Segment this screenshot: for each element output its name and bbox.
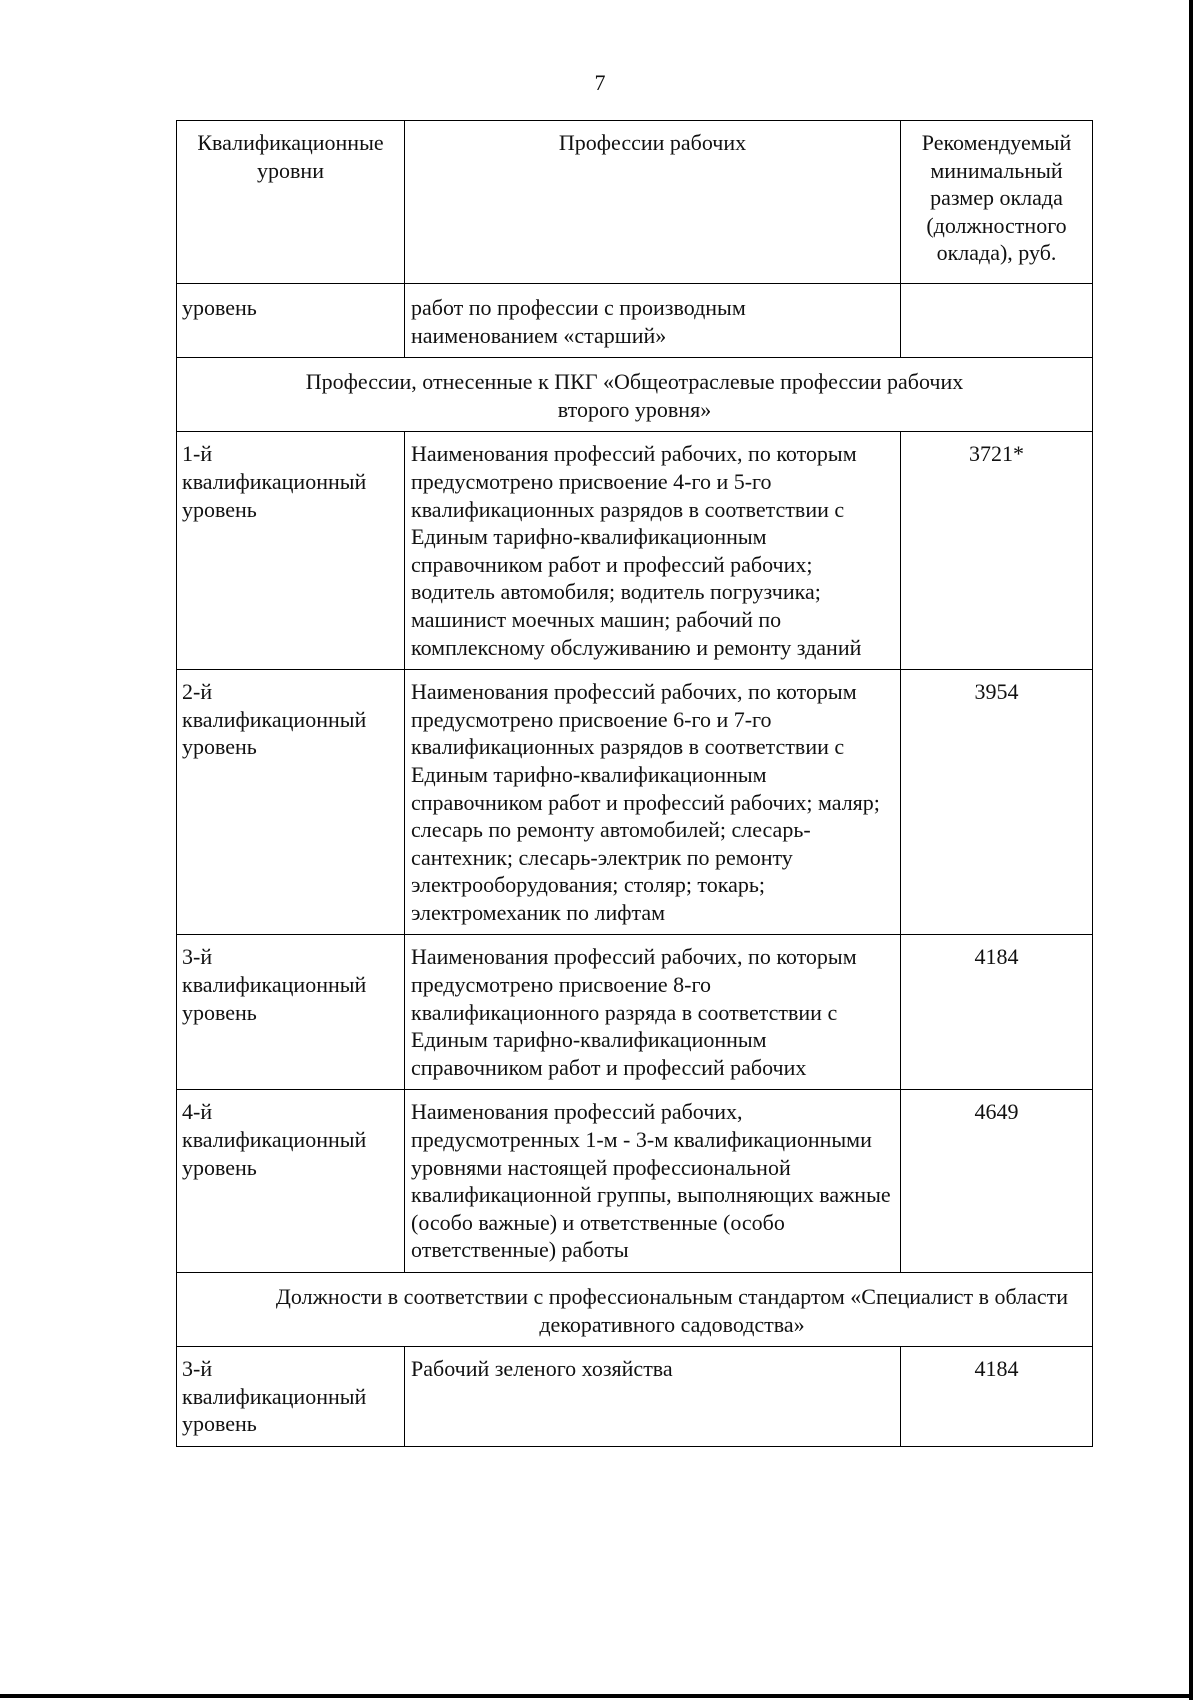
section-row xyxy=(177,358,1093,432)
table-row xyxy=(177,935,1093,1090)
row-level: 3-й квалификационный уровень xyxy=(182,944,367,1025)
row-professions: Рабочий зеленого хозяйства xyxy=(411,1356,673,1382)
row-level: 1-й квалификационный уровень xyxy=(182,441,367,522)
section-row xyxy=(177,1273,1093,1347)
table-row xyxy=(177,670,1093,935)
row-salary: 3721* xyxy=(969,441,1024,467)
row-level: 2-й квалификационный уровень xyxy=(182,679,367,760)
header-professions-cell xyxy=(405,121,901,284)
page-frame-right-edge xyxy=(1189,0,1193,1700)
continuation-row xyxy=(177,284,1093,358)
page-frame-bottom-edge xyxy=(0,1694,1193,1698)
table-row xyxy=(177,1090,1093,1273)
header-professions: Профессии рабочих xyxy=(558,130,747,155)
row-professions: Наименования профессий рабочих, по которым предусмотрено присвоение 4-го и 5-го квалификационных разрядов в соответствии с Единым тарифно-квалификационным справочником работ и профессий рабочих; водитель автомобиля; водитель погрузчика; машинист моечных машин; рабочий по комплексному обслуживанию и ремонту зданий xyxy=(411,441,862,660)
row-level: уровень xyxy=(182,295,257,320)
row-salary: 4184 xyxy=(974,944,1019,970)
row-salary: 4184 xyxy=(974,1356,1019,1382)
row-professions: Наименования профессий рабочих, по которым предусмотрено присвоение 6-го и 7-го квалификационных разрядов в соответствии с Единым тарифно-квалификационным справочником работ и профессий рабочих; маляр; слесарь по ремонту автомобилей; слесарь-сантехник; слесарь-электрик по ремонту электрооборудования; столяр; токарь; электромеханик по лифтам xyxy=(411,679,880,925)
row-salary xyxy=(901,284,1092,300)
qualification-table xyxy=(176,120,1093,1447)
section-title: Должности в соответствии с профессиональным стандартом «Специалист в области декоративного садоводства» xyxy=(275,1284,1069,1337)
header-level: Квалификационные уровни xyxy=(197,130,384,183)
row-salary: 4649 xyxy=(974,1099,1019,1125)
header-salary: Рекомендуемый минимальный размер оклада (должностного оклада), руб. xyxy=(921,130,1072,266)
row-salary: 3954 xyxy=(974,679,1019,705)
header-level-cell xyxy=(177,121,405,284)
table-header-row xyxy=(177,121,1093,284)
row-level: 4-й квалификационный уровень xyxy=(182,1099,367,1180)
section-title: Профессии, отнесенные к ПКГ «Общеотраслевые профессии рабочих второго уровня» xyxy=(305,369,964,422)
page-number: 7 xyxy=(594,70,606,95)
table-row xyxy=(177,1347,1093,1447)
row-professions: Наименования профессий рабочих, по которым предусмотрено присвоение 8-го квалификационного разряда в соответствии с Единым тарифно-квалификационным справочником работ и профессий рабочих xyxy=(411,944,857,1080)
row-professions: работ по профессии с производным наименованием «старший» xyxy=(411,295,746,348)
header-salary-cell xyxy=(901,121,1093,284)
table-row xyxy=(177,432,1093,670)
row-level: 3-й квалификационный уровень xyxy=(182,1356,367,1437)
row-professions: Наименования профессий рабочих, предусмотренных 1-м - 3-м квалификационными уровнями настоящей профессиональной квалификационной группы, выполняющих важные (особо важные) и ответственные (особо ответственные) работы xyxy=(411,1099,891,1263)
